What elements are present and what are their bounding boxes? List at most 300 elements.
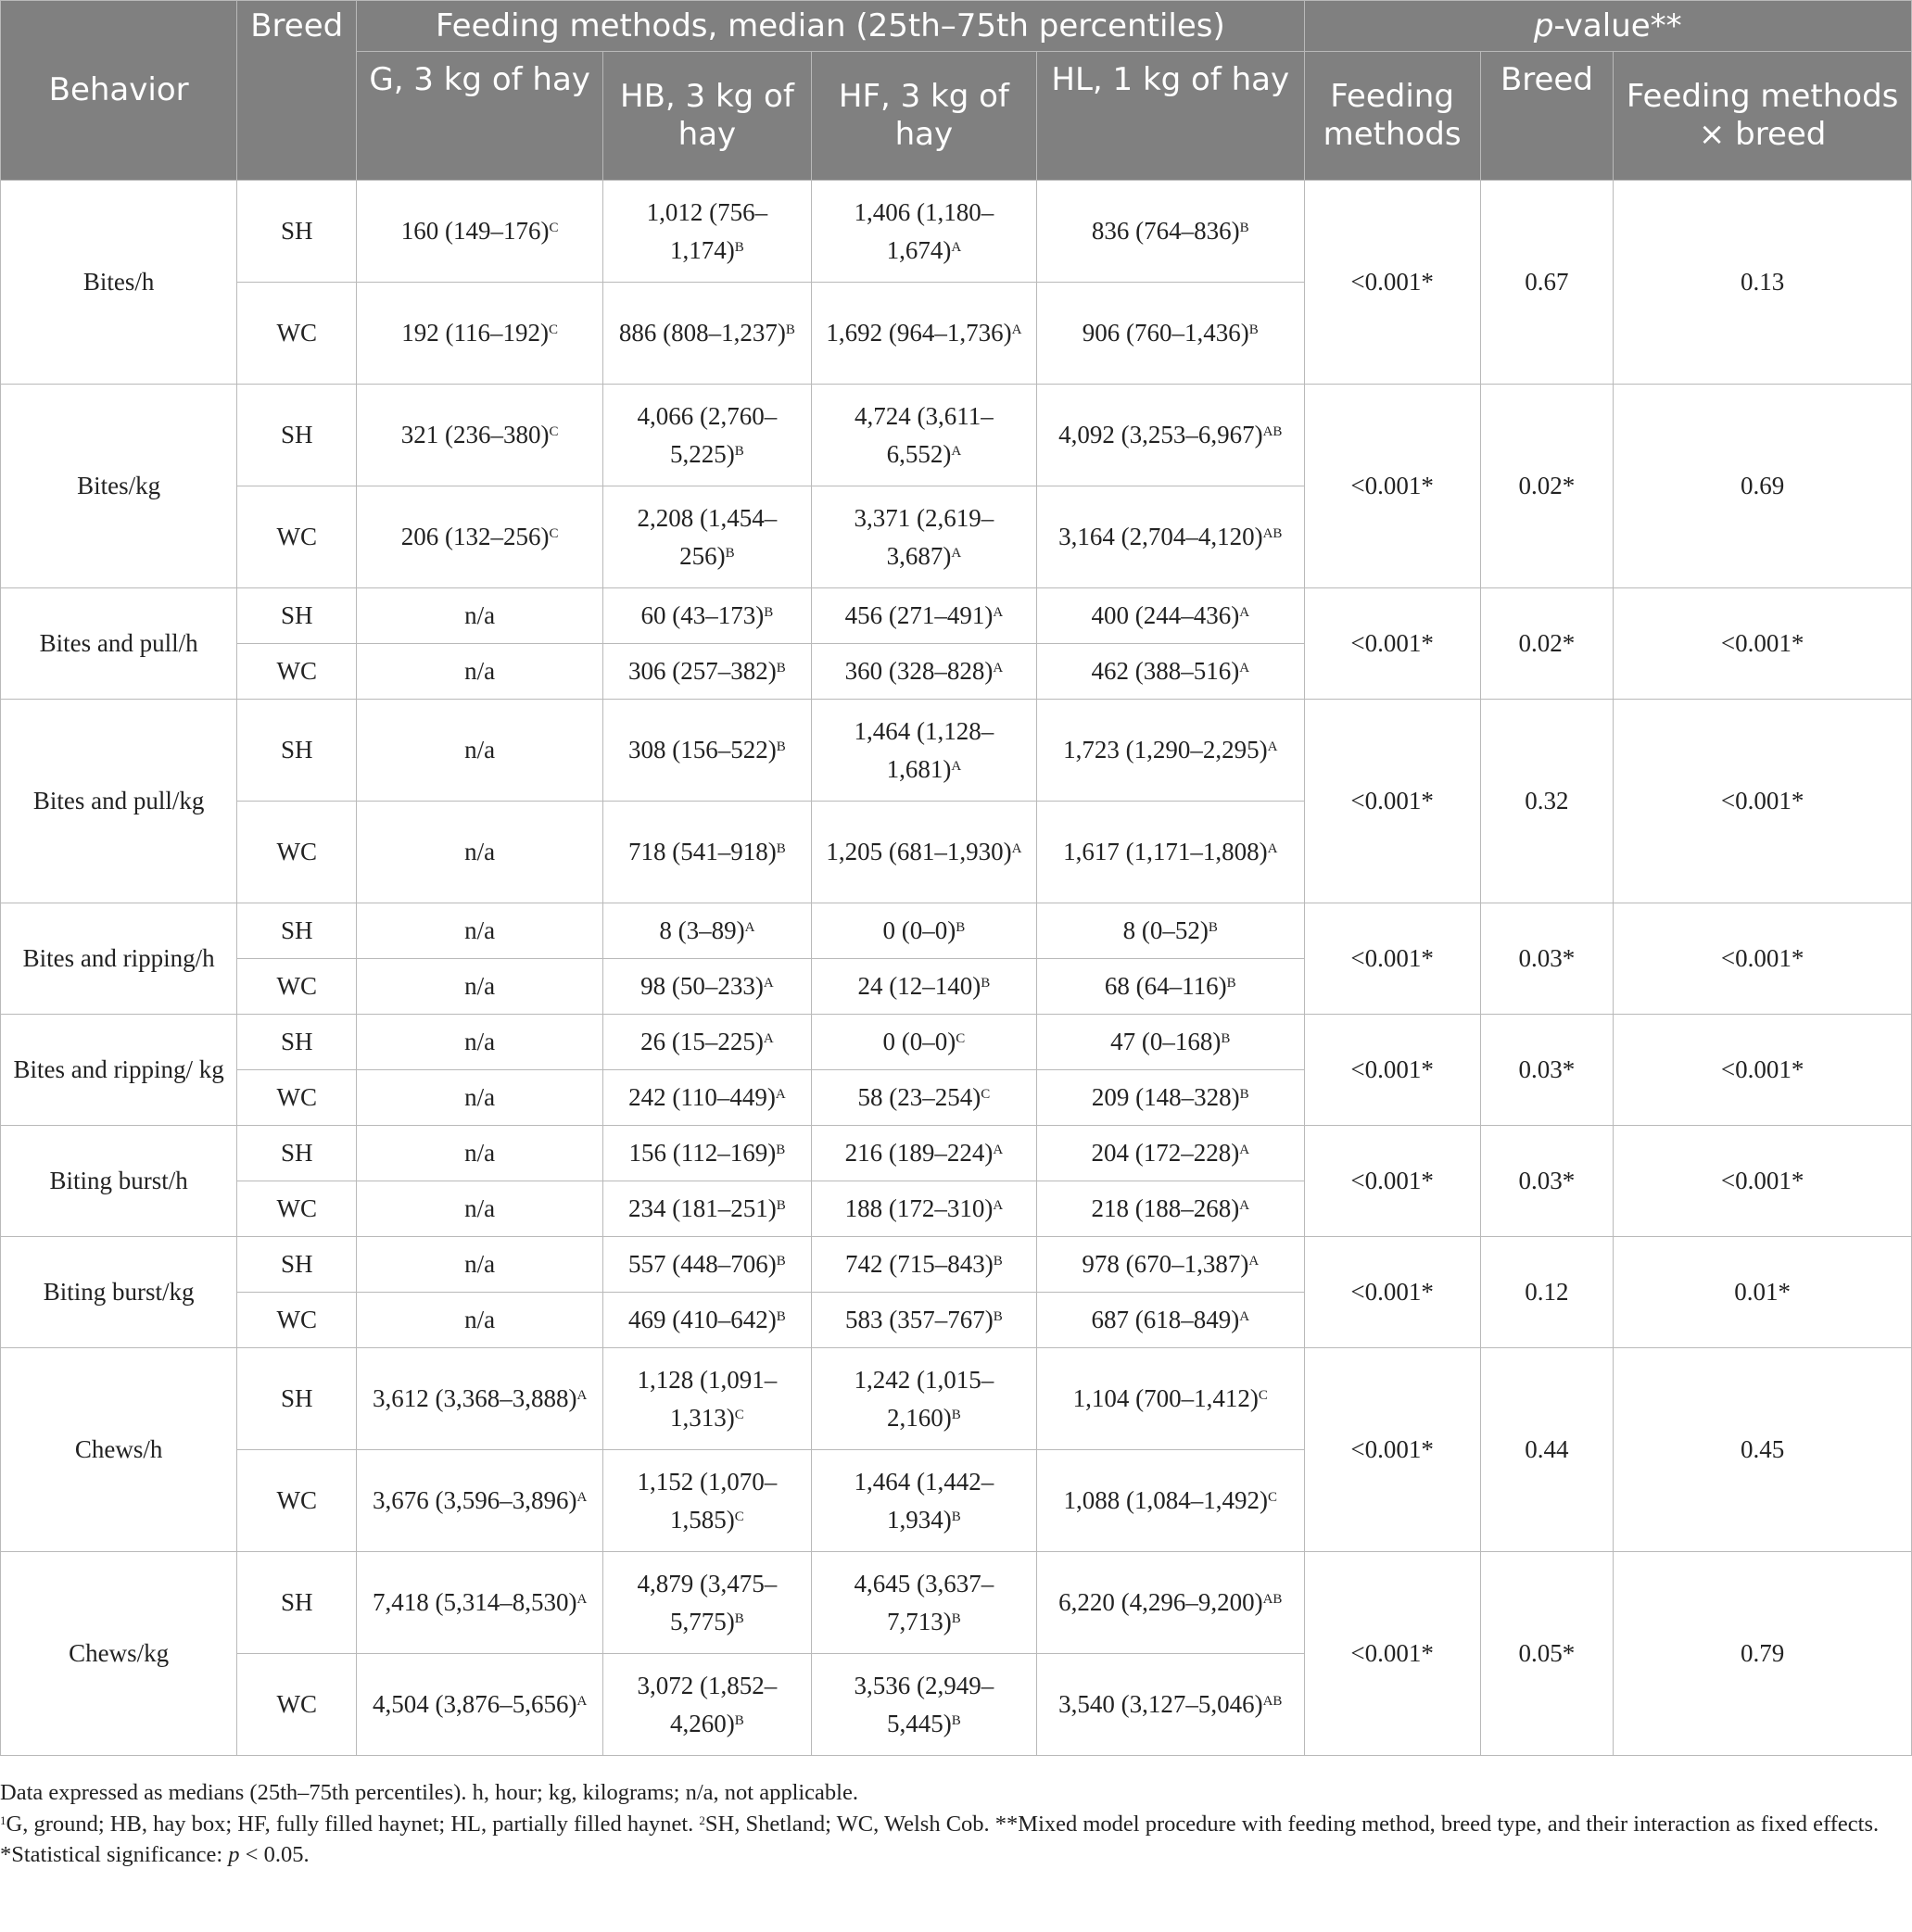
breed-cell: SH [237, 1126, 357, 1181]
value-cell [811, 385, 1036, 486]
median-value: 1,242 (1,015–2,160) [854, 1365, 994, 1432]
behavior-cell: Bites/h [1, 181, 237, 385]
median-value: 4,092 (3,253–6,967) [1058, 421, 1263, 448]
median-value: 978 (670–1,387) [1082, 1250, 1249, 1278]
median-value: 206 (132–256) [400, 523, 550, 550]
significance-letter: B [993, 1254, 1003, 1269]
median-value: 906 (760–1,436) [1082, 319, 1249, 347]
p-feeding-cell: <0.001* [1304, 700, 1480, 903]
median-value: 242 (110–449) [628, 1083, 776, 1111]
median-value: 2,208 (1,454–256) [637, 503, 778, 570]
value-cell [811, 486, 1036, 588]
significance-letter: B [734, 1610, 744, 1626]
breed-cell: WC [237, 1293, 357, 1348]
significance-letter: A [763, 976, 774, 991]
median-value: 192 (116–192) [401, 319, 549, 347]
median-value: 718 (541–918) [628, 838, 777, 865]
significance-letter: B [981, 976, 991, 991]
median-value: 308 (156–522) [628, 736, 777, 764]
value-cell [811, 1654, 1036, 1756]
significance-letter: B [951, 1610, 961, 1626]
breed-cell: SH [237, 588, 357, 644]
significance-letter: B [1239, 1087, 1249, 1102]
significance-letter: B [776, 1143, 786, 1157]
header-method-g: G, 3 kg of hay [357, 52, 603, 181]
header-p-interaction: Feeding methods × breed [1614, 52, 1912, 181]
median-value: 583 (357–767) [845, 1306, 994, 1333]
value-cell [603, 802, 812, 903]
median-value: 400 (244–436) [1091, 601, 1240, 629]
value-cell [603, 1070, 812, 1126]
value-cell [357, 1126, 603, 1181]
median-value: 306 (257–382) [628, 657, 777, 685]
header-method-hb: HB, 3 kg of hay [603, 52, 812, 181]
value-cell [603, 486, 812, 588]
significance-letter: A [576, 1490, 588, 1505]
value-cell [603, 588, 812, 644]
value-cell [357, 644, 603, 700]
p-interaction-cell: 0.79 [1614, 1552, 1912, 1756]
p-feeding-cell: <0.001* [1304, 1348, 1480, 1552]
median-value: 742 (715–843) [845, 1250, 994, 1278]
median-value: 1,464 (1,128–1,681) [854, 716, 994, 783]
significance-letter: B [1221, 1031, 1231, 1046]
p-feeding-cell: <0.001* [1304, 1552, 1480, 1756]
significance-letter: C [549, 526, 559, 541]
median-value: 3,676 (3,596–3,896) [372, 1486, 577, 1514]
value-cell [1037, 1015, 1305, 1070]
significance-letter: B [785, 322, 795, 337]
pvalue-rest: -value** [1553, 6, 1682, 44]
p-feeding-cell: <0.001* [1304, 903, 1480, 1015]
significance-letter: B [776, 841, 786, 856]
median-value: 1,464 (1,442–1,934) [854, 1467, 994, 1534]
value-cell [1037, 802, 1305, 903]
value-cell [1037, 700, 1305, 802]
header-method-hf: HF, 3 kg of hay [811, 52, 1036, 181]
value-cell [1037, 588, 1305, 644]
value-cell [1037, 1293, 1305, 1348]
significance-letter: A [993, 1143, 1004, 1157]
significance-letter: B [951, 1407, 961, 1422]
value-cell [357, 181, 603, 283]
value-cell [811, 1450, 1036, 1552]
significance-letter: B [956, 920, 966, 935]
p-breed-cell: 0.12 [1480, 1237, 1614, 1348]
value-cell [357, 1552, 603, 1654]
value-cell [357, 1348, 603, 1450]
significance-letter: AB [1262, 1592, 1283, 1607]
value-cell [1037, 1181, 1305, 1237]
value-cell [811, 1070, 1036, 1126]
value-cell [603, 1181, 812, 1237]
significance-letter: A [1239, 1309, 1250, 1324]
value-cell [811, 1181, 1036, 1237]
table-body [1, 181, 1912, 1756]
p-interaction-cell: 0.45 [1614, 1348, 1912, 1552]
significance-letter: B [725, 545, 735, 561]
significance-letter: A [1239, 661, 1250, 676]
significance-letter: B [764, 605, 774, 620]
value-cell [603, 903, 812, 959]
behavior-cell: Bites and ripping/ kg [1, 1015, 237, 1126]
significance-letter: C [981, 1087, 991, 1102]
value-cell [1037, 385, 1305, 486]
median-value: 469 (410–642) [628, 1306, 777, 1333]
value-cell [603, 700, 812, 802]
breed-cell: WC [237, 283, 357, 385]
significance-letter: B [776, 661, 786, 676]
significance-letter: A [763, 1031, 774, 1046]
value-cell [1037, 1450, 1305, 1552]
significance-letter: A [993, 1198, 1004, 1213]
value-cell [811, 644, 1036, 700]
significance-letter: A [576, 1592, 588, 1607]
significance-letter: A [1239, 1143, 1250, 1157]
median-value: 3,536 (2,949–5,445) [854, 1671, 994, 1737]
value-cell [1037, 1348, 1305, 1450]
median-value: 1,128 (1,091–1,313) [637, 1365, 778, 1432]
footnote-line2b: SH, Shetland; WC, Welsh Cob. **Mixed model procedure with feeding method, breed type, and their interaction as fixed effects. [704, 1811, 1880, 1837]
significance-letter: A [951, 443, 962, 459]
median-value: 218 (188–268) [1091, 1194, 1240, 1222]
median-value: 4,504 (3,876–5,656) [372, 1690, 577, 1718]
value-cell [811, 959, 1036, 1015]
median-value: 1,723 (1,290–2,295) [1063, 736, 1268, 764]
behavior-cell: Bites and pull/h [1, 588, 237, 700]
significance-letter: A [951, 239, 962, 255]
median-value: n/a [464, 1028, 496, 1055]
p-interaction-cell: <0.001* [1614, 903, 1912, 1015]
significance-letter: A [993, 605, 1004, 620]
breed-cell: WC [237, 1450, 357, 1552]
significance-letter: B [1208, 920, 1218, 935]
significance-letter: B [1239, 221, 1249, 235]
median-value: 321 (236–380) [400, 421, 550, 448]
median-value: n/a [464, 657, 496, 685]
significance-letter: A [951, 545, 962, 561]
median-value: 1,205 (681–1,930) [826, 838, 1012, 865]
behavior-cell: Chews/h [1, 1348, 237, 1552]
significance-letter: AB [1262, 526, 1283, 541]
significance-letter: B [776, 739, 786, 754]
significance-letter: C [549, 424, 559, 439]
value-cell [811, 1293, 1036, 1348]
median-value: n/a [464, 1083, 496, 1111]
p-breed-cell: 0.05* [1480, 1552, 1614, 1756]
value-cell [357, 588, 603, 644]
value-cell [811, 1348, 1036, 1450]
median-value: 47 (0–168) [1110, 1028, 1222, 1055]
behavior-cell: Bites and pull/kg [1, 700, 237, 903]
significance-letter: A [1267, 739, 1278, 754]
breed-cell: SH [237, 1015, 357, 1070]
median-value: 6,220 (4,296–9,200) [1058, 1588, 1263, 1616]
p-breed-cell: 0.32 [1480, 700, 1614, 903]
significance-letter: A [1011, 322, 1022, 337]
value-cell [603, 1552, 812, 1654]
value-cell [357, 385, 603, 486]
behavior-cell: Biting burst/kg [1, 1237, 237, 1348]
significance-letter: A [775, 1087, 786, 1102]
table-row [1, 385, 1912, 486]
median-value: 1,012 (756–1,174) [646, 197, 768, 264]
median-value: 204 (172–228) [1091, 1139, 1240, 1167]
value-cell [811, 1126, 1036, 1181]
table-row [1, 903, 1912, 959]
significance-letter: B [951, 1712, 961, 1728]
footnote-line3a: *Statistical significance: [0, 1842, 229, 1867]
table-row [1, 1015, 1912, 1070]
footnote-abbreviations [0, 1777, 1900, 1809]
p-interaction-cell: <0.001* [1614, 1126, 1912, 1237]
median-value: 4,645 (3,637–7,713) [854, 1569, 994, 1635]
median-value: 1,617 (1,171–1,808) [1063, 838, 1268, 865]
median-value: 1,088 (1,084–1,492) [1063, 1486, 1269, 1514]
median-value: 557 (448–706) [628, 1250, 777, 1278]
median-value: 68 (64–116) [1104, 972, 1227, 1000]
value-cell [357, 283, 603, 385]
median-value: 886 (808–1,237) [618, 319, 786, 347]
p-feeding-cell: <0.001* [1304, 1237, 1480, 1348]
value-cell [1037, 486, 1305, 588]
p-interaction-cell: <0.001* [1614, 700, 1912, 903]
value-cell [603, 1126, 812, 1181]
median-value: 4,724 (3,611–6,552) [855, 401, 994, 468]
significance-letter: A [1267, 841, 1278, 856]
table-row [1, 588, 1912, 644]
value-cell [1037, 1552, 1305, 1654]
value-cell [603, 1015, 812, 1070]
value-cell [357, 1654, 603, 1756]
median-value: 1,406 (1,180–1,674) [854, 197, 994, 264]
footnote-definitions [0, 1809, 1900, 1840]
breed-cell: SH [237, 700, 357, 802]
breed-cell: WC [237, 486, 357, 588]
median-value: 687 (618–849) [1091, 1306, 1240, 1333]
p-interaction-cell: 0.69 [1614, 385, 1912, 588]
value-cell [603, 1293, 812, 1348]
significance-letter: B [734, 239, 744, 255]
table-row [1, 1237, 1912, 1293]
p-breed-cell: 0.02* [1480, 588, 1614, 700]
significance-letter: A [993, 661, 1004, 676]
median-value: n/a [464, 736, 496, 764]
value-cell [1037, 959, 1305, 1015]
footnote-sup2: 2 [699, 1812, 705, 1827]
median-value: 836 (764–836) [1091, 217, 1240, 245]
header-p-feeding: Feeding methods [1304, 52, 1480, 181]
table-row [1, 1348, 1912, 1450]
value-cell [357, 1070, 603, 1126]
footnote-sup1: 1 [0, 1812, 6, 1827]
value-cell [603, 283, 812, 385]
value-cell [811, 802, 1036, 903]
value-cell [1037, 903, 1305, 959]
table-row [1, 181, 1912, 283]
value-cell [357, 1450, 603, 1552]
significance-letter: B [951, 1509, 961, 1524]
significance-letter: A [1239, 1198, 1250, 1213]
table-row [1, 1552, 1912, 1654]
p-breed-cell: 0.03* [1480, 903, 1614, 1015]
footnote-significance [0, 1839, 1900, 1871]
significance-letter: A [744, 920, 755, 935]
significance-letter: C [734, 1407, 744, 1422]
median-value: n/a [464, 1194, 496, 1222]
value-cell [357, 802, 603, 903]
p-interaction-cell: <0.001* [1614, 588, 1912, 700]
p-breed-cell: 0.02* [1480, 385, 1614, 588]
value-cell [357, 1237, 603, 1293]
value-cell [1037, 1126, 1305, 1181]
table-row [1, 700, 1912, 802]
value-cell [811, 700, 1036, 802]
p-feeding-cell: <0.001* [1304, 385, 1480, 588]
behavior-cell: Chews/kg [1, 1552, 237, 1756]
median-value: 3,371 (2,619–3,687) [854, 503, 994, 570]
value-cell [1037, 1237, 1305, 1293]
median-value: 156 (112–169) [628, 1139, 777, 1167]
significance-letter: A [1011, 841, 1022, 856]
value-cell [1037, 1070, 1305, 1126]
value-cell [357, 486, 603, 588]
median-value: 4,879 (3,475–5,775) [637, 1569, 778, 1635]
median-value: 160 (149–176) [400, 217, 550, 245]
significance-letter: B [776, 1309, 786, 1324]
median-value: n/a [464, 1306, 496, 1333]
significance-letter: C [1268, 1490, 1278, 1505]
p-breed-cell: 0.03* [1480, 1126, 1614, 1237]
p-interaction-cell: <0.001* [1614, 1015, 1912, 1126]
significance-letter: B [1226, 976, 1236, 991]
significance-letter: C [549, 221, 559, 235]
median-value: 0 (0–0) [882, 916, 956, 944]
footnote-line3b: < 0.05. [239, 1842, 310, 1867]
significance-letter: C [734, 1509, 744, 1524]
median-value: 3,164 (2,704–4,120) [1058, 523, 1263, 550]
breed-cell: SH [237, 903, 357, 959]
breed-cell: WC [237, 644, 357, 700]
breed-cell: SH [237, 1552, 357, 1654]
value-cell [603, 181, 812, 283]
footnote-line2a: G, ground; HB, hay box; HF, fully filled haynet; HL, partially filled haynet. [6, 1811, 700, 1837]
breed-cell: SH [237, 385, 357, 486]
significance-letter: B [993, 1309, 1003, 1324]
value-cell [357, 1181, 603, 1237]
value-cell [603, 1348, 812, 1450]
table-row [1, 1126, 1912, 1181]
significance-letter: A [1248, 1254, 1260, 1269]
value-cell [811, 1015, 1036, 1070]
header-behavior: Behavior [1, 1, 237, 181]
pvalue-italic-p: p [1533, 6, 1554, 44]
median-value: 7,418 (5,314–8,530) [372, 1588, 577, 1616]
breed-cell: SH [237, 1237, 357, 1293]
header-p-breed: Breed [1480, 52, 1614, 181]
significance-letter: A [1239, 605, 1250, 620]
significance-letter: B [734, 1712, 744, 1728]
median-value: n/a [464, 1250, 496, 1278]
median-value: 209 (148–328) [1091, 1083, 1240, 1111]
value-cell [811, 588, 1036, 644]
p-interaction-cell: 0.13 [1614, 181, 1912, 385]
p-breed-cell: 0.44 [1480, 1348, 1614, 1552]
table-footnotes [0, 1777, 1900, 1871]
significance-letter: A [576, 1694, 588, 1709]
significance-letter: B [776, 1198, 786, 1213]
significance-letter: AB [1262, 424, 1283, 439]
p-feeding-cell: <0.001* [1304, 181, 1480, 385]
median-value: 26 (15–225) [640, 1028, 764, 1055]
value-cell [1037, 283, 1305, 385]
significance-letter: A [951, 758, 962, 774]
breed-cell: SH [237, 1348, 357, 1450]
median-value: 360 (328–828) [844, 657, 994, 685]
median-value: 3,540 (3,127–5,046) [1058, 1690, 1263, 1718]
value-cell [603, 1450, 812, 1552]
median-value: 1,104 (700–1,412) [1072, 1384, 1259, 1412]
median-value: 462 (388–516) [1091, 657, 1240, 685]
median-value: 234 (181–251) [628, 1194, 777, 1222]
value-cell [603, 644, 812, 700]
p-breed-cell: 0.03* [1480, 1015, 1614, 1126]
significance-letter: C [1258, 1388, 1268, 1403]
significance-letter: A [576, 1388, 588, 1403]
p-feeding-cell: <0.001* [1304, 588, 1480, 700]
median-value: 188 (172–310) [844, 1194, 994, 1222]
significance-letter: B [776, 1254, 786, 1269]
median-value: 1,152 (1,070–1,585) [637, 1467, 778, 1534]
median-value: n/a [464, 916, 496, 944]
value-cell [357, 959, 603, 1015]
value-cell [811, 1237, 1036, 1293]
median-value: 3,612 (3,368–3,888) [372, 1384, 577, 1412]
value-cell [603, 1654, 812, 1756]
value-cell [603, 959, 812, 1015]
p-breed-cell: 0.67 [1480, 181, 1614, 385]
significance-letter: C [549, 322, 559, 337]
value-cell [357, 1015, 603, 1070]
behavior-cell: Bites and ripping/h [1, 903, 237, 1015]
median-value: 456 (271–491) [844, 601, 994, 629]
breed-cell: WC [237, 1070, 357, 1126]
breed-cell: WC [237, 1181, 357, 1237]
value-cell [1037, 181, 1305, 283]
p-feeding-cell: <0.001* [1304, 1126, 1480, 1237]
breed-cell: WC [237, 1654, 357, 1756]
median-value: 98 (50–233) [640, 972, 764, 1000]
median-value: 0 (0–0) [882, 1028, 956, 1055]
median-value: 24 (12–140) [857, 972, 981, 1000]
value-cell [357, 1293, 603, 1348]
median-value: 8 (3–89) [659, 916, 745, 944]
significance-letter: C [956, 1031, 966, 1046]
footnote-italic-p: p [228, 1842, 240, 1867]
median-value: 3,072 (1,852–4,260) [637, 1671, 778, 1737]
header-pvalue [1304, 1, 1911, 52]
table-header [1, 1, 1912, 181]
median-value: 58 (23–254) [857, 1083, 981, 1111]
median-value: n/a [464, 838, 496, 865]
value-cell [811, 1552, 1036, 1654]
value-cell [811, 283, 1036, 385]
footnote-line1: Data expressed as medians (25th–75th percentiles). h, hour; kg, kilograms; n/a, not applicable. [0, 1780, 858, 1805]
behavior-cell: Bites/kg [1, 385, 237, 588]
median-value: n/a [464, 972, 496, 1000]
value-cell [811, 903, 1036, 959]
behavior-cell: Biting burst/h [1, 1126, 237, 1237]
